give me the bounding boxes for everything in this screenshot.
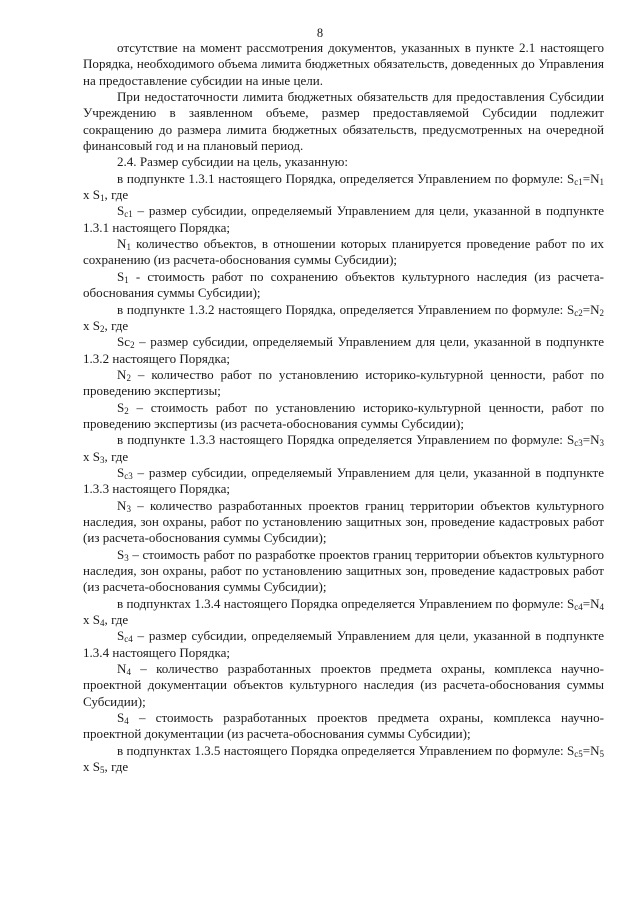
paragraph: отсутствие на момент рассмотрения документов, указанных в пункте 2.1 настоящего Порядка, необходимого объема лимита бюджетных обязательств, доведенных до Управления на предоставление субсидии на иные цели. bbox=[83, 40, 604, 88]
paragraph: При недостаточности лимита бюджетных обязательств для предоставления Субсидии Учреждению в заявленном объеме, размер предоставляемой Субсидии подлежит сокращению до размера лимита бюджетных обязательств, предусмотренных на очередной финансовый год и на плановый период. bbox=[83, 89, 604, 154]
definition-paragraph: $S_3$ – стоимость работ по разработке проектов границ территории объектов культурного наследия, зон охраны, работ по установлению защитных зон, проведение кадастровых работ (из расчета-обоснования суммы Субсидии); bbox=[83, 546, 604, 595]
definition-paragraph: $N_1$ количество объектов, в отношении которых планируется проведение работ по их сохранению (из расчета-обоснования суммы Субсидии); bbox=[83, 236, 604, 268]
definition-paragraph: $S_{c1}$ – размер субсидии, определяемый Управлением для цели, указанной в подпункте 1.3.1 настоящего Порядка; bbox=[83, 203, 604, 235]
formula-paragraph: в подпунктах 1.3.5 настоящего Порядка определяется Управлением по формуле: $S_{c5}=N_5$ x $S_5$, где bbox=[83, 742, 604, 776]
definition-paragraph: $S_1$ - стоимость работ по сохранению объектов культурного наследия (из расчета-обоснования суммы Субсидии); bbox=[83, 268, 604, 301]
formula-paragraph: в подпункте 1.3.2 настоящего Порядка, определяется Управлением по формуле: $S_{c2}=N_2$ x $S_2$, где bbox=[83, 301, 604, 334]
paragraph: 2.4. Размер субсидии на цель, указанную: bbox=[117, 154, 348, 170]
definition-paragraph: $S_{c4}$ – размер субсидии, определяемый Управлением для цели, указанной в подпункте 1.3.4 настоящего Порядка; bbox=[83, 628, 604, 660]
formula-paragraph: в подпункте 1.3.1 настоящего Порядка, определяется Управлением по формуле: $S_{c1}=N_1$ x $S_1$, где bbox=[83, 170, 604, 204]
page-number: 8 bbox=[316, 26, 324, 40]
definition-paragraph: $Sc_2$ – размер субсидии, определяемый Управлением для цели, указанной в подпункте 1.3.2 настоящего Порядка; bbox=[83, 334, 604, 366]
definition-paragraph: $N_3$ – количество разработанных проектов границ территории объектов культурного наследия, зон охраны, работ по установлению защитных зон, проведение кадастровых работ (из расчета-обоснования суммы Субсидии); bbox=[83, 497, 604, 546]
document-body bbox=[83, 40, 604, 775]
formula-paragraph: в подпункте 1.3.3 настоящего Порядка определяется Управлением по формуле: $S_{c3}=N_3$ x $S_3$, где bbox=[83, 432, 604, 465]
definition-paragraph: $S_{c3}$ – размер субсидии, определяемый Управлением для цели, указанной в подпункте 1.3.3 настоящего Порядка; bbox=[83, 464, 604, 497]
formula-paragraph: в подпунктах 1.3.4 настоящего Порядка определяется Управлением по формуле: $S_{c4}=N_4$ x $S_4$, где bbox=[83, 595, 604, 629]
definition-paragraph: $N_2$ – количество работ по установлению историко-культурной ценности, работ по проведению экспертизы; bbox=[83, 366, 604, 399]
definition-paragraph: $N_4$ – количество разработанных проектов предмета охраны, комплекса научно-проектной документации объектов культурного наследия (из расчета-обоснования суммы Субсидии); bbox=[83, 661, 604, 709]
definition-paragraph: $S_2$ – стоимость работ по установлению историко-культурной ценности, работ по проведению экспертизы (из расчета-обоснования суммы Субсидии); bbox=[83, 399, 604, 431]
definition-paragraph: $S_4$ – стоимость разработанных проектов предмета охраны, комплекса научно-проектной документации (из расчета-обоснования суммы Субсидии); bbox=[83, 710, 604, 742]
